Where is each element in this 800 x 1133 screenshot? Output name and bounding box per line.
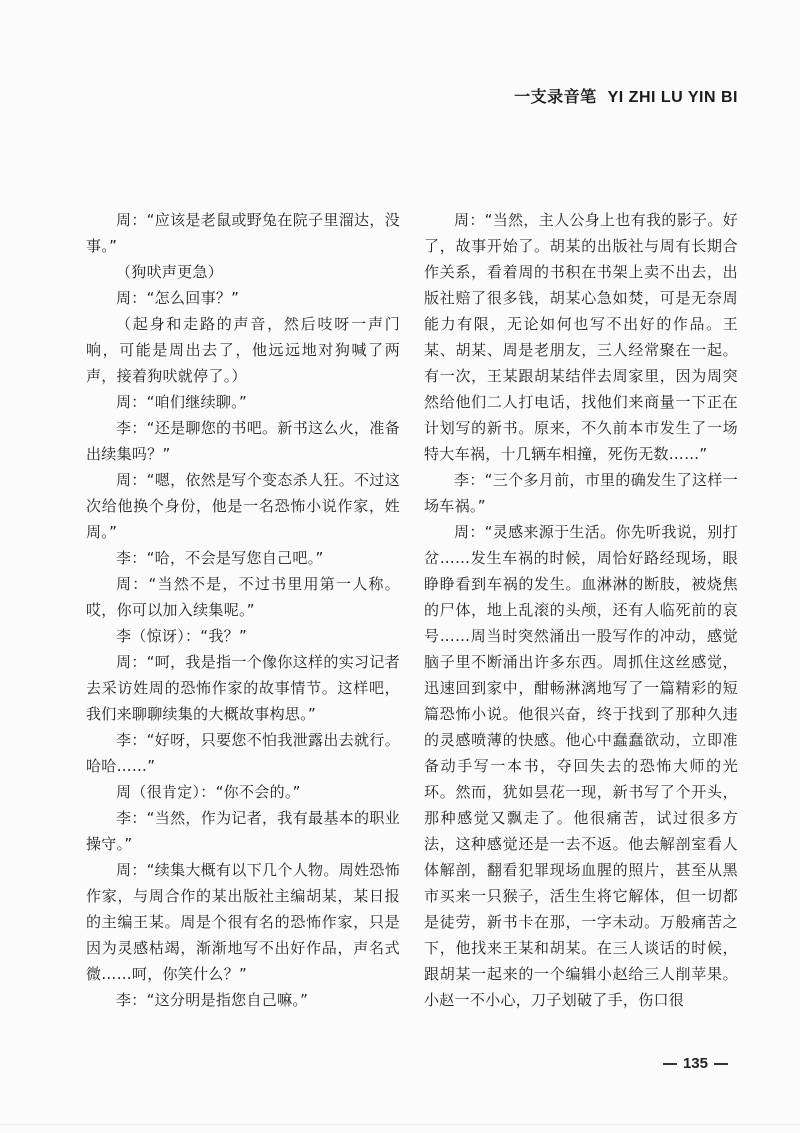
- paragraph: （起身和走路的声音，然后吱呀一声门响，可能是周出去了，他远远地对狗喊了两声，接着狗吠就停了。）: [86, 315, 400, 385]
- paragraph: 李：“还是聊您的书吧。新书这么火，准备出续集吗？”: [86, 419, 400, 463]
- paragraph: 周（很肯定）：“你不会的。”: [116, 783, 301, 801]
- paragraph: 周：“续集大概有以下几个人物。周姓恐怖作家，与周合作的某出版社主编胡某，某日报的主编王某。周是个很有名的恐怖作家，只是因为灵感枯竭，渐渐地写不出好作品，声名式微……呵，你笑什么？”: [86, 861, 400, 983]
- paragraph: （狗吠声更急）: [116, 263, 224, 281]
- paragraph: 周：“当然不是，不过书里用第一人称。哎，你可以加入续集呢。”: [86, 575, 400, 619]
- paragraph: 周：“应该是老鼠或野兔在院子里溜达，没事。”: [86, 211, 400, 255]
- page-bottom-edge: [0, 1124, 800, 1125]
- paragraph: 周：“嗯，依然是写个变态杀人狂。不过这次给他换个身份，他是一名恐怖小说作家，姓周。”: [86, 471, 400, 541]
- page-number-value: 135: [682, 1055, 708, 1072]
- paragraph: 周：“咱们继续聊。”: [116, 393, 248, 411]
- running-header: [514, 84, 738, 107]
- paragraph: 李：“这分明是指您自己嘛。”: [116, 991, 309, 1009]
- paragraph: 周：“呵，我是指一个像你这样的实习记者去采访姓周的恐怖作家的故事情节。这样吧，我们来聊聊续集的大概故事构思。”: [86, 653, 400, 723]
- header-title-chinese: 一支录音笔: [514, 89, 597, 106]
- paragraph: 李：“好呀，只要您不怕我泄露出去就行。哈哈……”: [86, 731, 400, 775]
- right-column: [424, 207, 738, 1013]
- dash-left: [663, 1063, 677, 1065]
- left-column: [86, 207, 400, 1013]
- dash-right: [714, 1063, 728, 1065]
- paragraph: 周：“怎么回事？”: [116, 289, 240, 307]
- paragraph: 周：“灵感来源于生活。你先听我说，别打岔……发生车祸的时候，周恰好路经现场，眼睁睁看到车祸的发生。血淋淋的断肢，被烧焦的尸体，地上乱滚的头颅，还有人临死前的哀号……周当时突然涌出一股写作的冲动，感觉脑子里不断涌出许多东西。周抓住这丝感觉，迅速回到家中，酣畅淋漓地写了一篇精彩的短篇恐怖小说。他很兴奋，终于找到了那种久违的灵感喷薄的快感。他心中蠢蠢欲动，立即准备动手写一本书，夺回失去的恐怖大师的光环。然而，犹如昙花一现，新书写了个开头，那种感觉又飘走了。他很痛苦，试过很多方法，这种感觉还是一去不返。他去解剖室看人体解剖，翻看犯罪现场血腥的照片，甚至从黑市买来一只猴子，活生生将它解体，但一切都是徒劳，新书卡在那，一字未动。万般痛苦之下，他找来王某和胡某。在三人谈话的时候，跟胡某一起来的一个编辑小赵给三人削苹果。小赵一不小心，刀子划破了手，伤口很: [424, 523, 738, 1009]
- page-number: [657, 1055, 734, 1072]
- paragraph: 李：“三个多月前，市里的确发生了这样一场车祸。”: [424, 471, 738, 515]
- paragraph: 李：“当然，作为记者，我有最基本的职业操守。”: [86, 809, 400, 853]
- paragraph: 李：“哈，不会是写您自己吧。”: [116, 549, 324, 567]
- paragraph: 周：“当然，主人公身上也有我的影子。好了，故事开始了。胡某的出版社与周有长期合作关系，看着周的书积在书架上卖不出去，出版社赔了很多钱，胡某心急如焚，可是无奈周能力有限，无论如何也写不出好的作品。王某、胡某、周是老朋友，三人经常聚在一起。有一次，王某跟胡某结伴去周家里，因为周突然给他们二人打电话，找他们来商量一下正在计划写的新书。原来，不久前本市发生了一场特大车祸，十几辆车相撞，死伤无数……”: [424, 211, 738, 463]
- header-title-pinyin: YI ZHI LU YIN BI: [607, 89, 738, 106]
- paragraph: 李（惊讶）：“我？”: [116, 627, 248, 645]
